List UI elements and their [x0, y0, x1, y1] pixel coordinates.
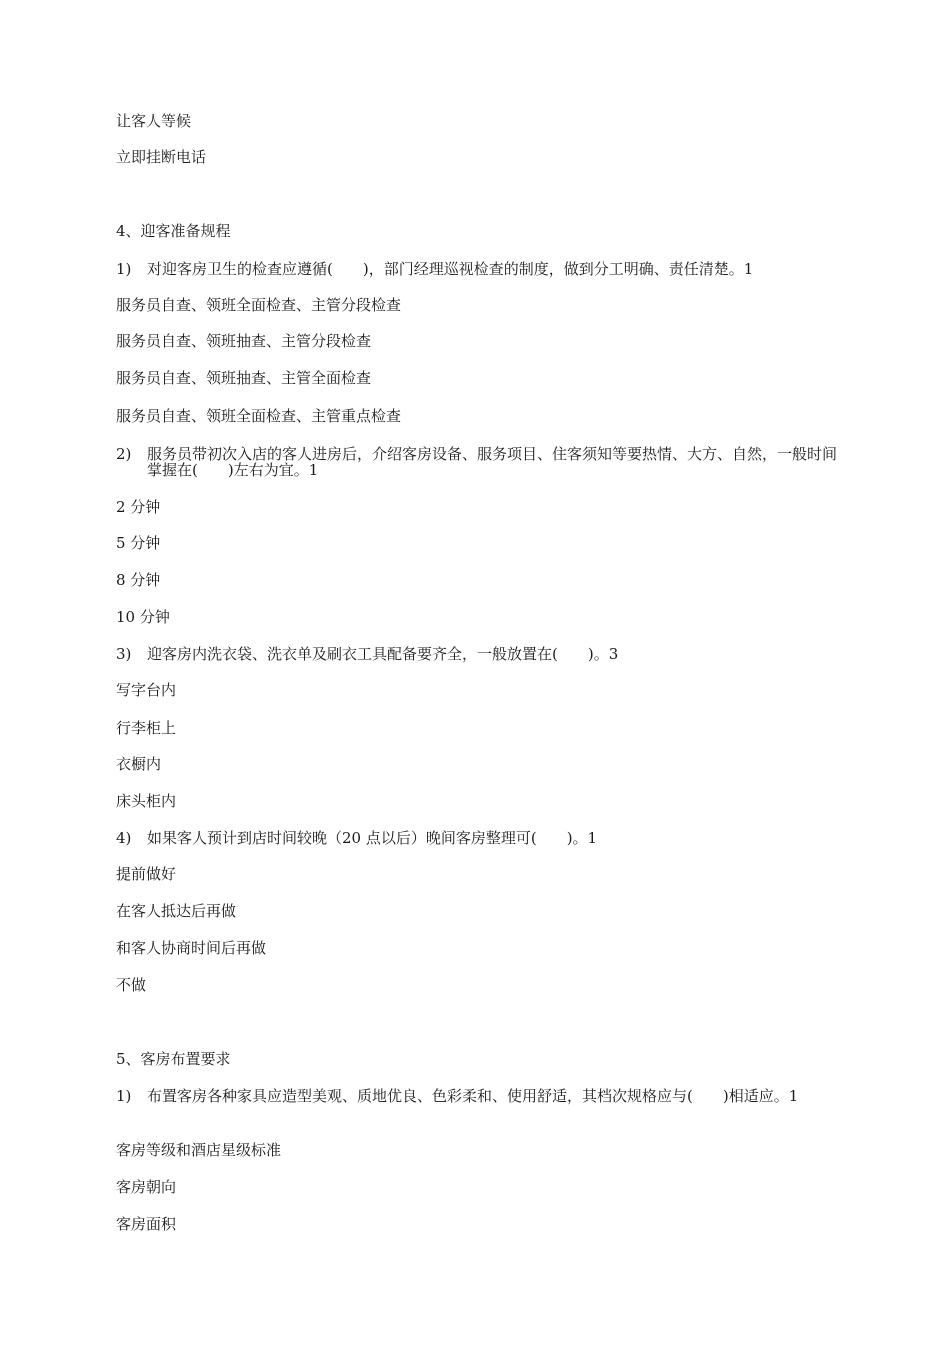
option-text: 提前做好	[116, 865, 177, 883]
question-item	[116, 261, 846, 277]
question-text: 如果客人预计到店时间较晚（20 点以后）晚间客房整理可( )。1	[147, 829, 598, 847]
section-heading: 4、迎客准备规程	[116, 222, 231, 240]
question-text: 服务员带初次入店的客人进房后，介绍客房设备、服务项目、住客须知等要热情、大方、自然，一般时间掌握在( )左右为宜。1	[147, 445, 838, 479]
section-heading: 5、客房布置要求	[116, 1050, 231, 1068]
question-number: 3)	[116, 645, 132, 663]
option-text: 床头柜内	[116, 792, 177, 810]
question-item	[116, 446, 846, 478]
option-text: 客房朝向	[116, 1178, 177, 1196]
option-text: 让客人等候	[116, 112, 192, 130]
option-text: 服务员自查、领班抽查、主管全面检查	[116, 369, 372, 387]
option-text: 不做	[116, 976, 147, 994]
question-item	[116, 646, 846, 662]
option-text: 客房面积	[116, 1215, 177, 1233]
question-text: 布置客房各种家具应造型美观、质地优良、色彩柔和、使用舒适，其档次规格应与( )相适应。1	[147, 1087, 799, 1105]
option-text: 10 分钟	[116, 608, 170, 626]
question-text: 对迎客房卫生的检查应遵循( )，部门经理巡视检查的制度，做到分工明确、责任清楚。1	[147, 260, 754, 278]
question-number: 2)	[116, 445, 132, 463]
option-text: 行李柜上	[116, 719, 177, 737]
question-item	[116, 830, 846, 846]
question-number: 1)	[116, 260, 132, 278]
option-text: 写字台内	[116, 681, 177, 699]
option-text: 服务员自查、领班全面检查、主管分段检查	[116, 296, 402, 314]
question-number: 4)	[116, 829, 132, 847]
question-item	[116, 1088, 846, 1104]
option-text: 服务员自查、领班抽查、主管分段检查	[116, 332, 372, 350]
question-number: 1)	[116, 1087, 132, 1105]
option-text: 2 分钟	[116, 498, 161, 516]
option-text: 客房等级和酒店星级标准	[116, 1141, 282, 1159]
option-text: 5 分钟	[116, 534, 161, 552]
option-text: 服务员自查、领班全面检查、主管重点检查	[116, 407, 402, 425]
option-text: 立即挂断电话	[116, 148, 207, 166]
option-text: 8 分钟	[116, 571, 161, 589]
question-text: 迎客房内洗衣袋、洗衣单及刷衣工具配备要齐全，一般放置在( )。3	[147, 645, 619, 663]
option-text: 在客人抵达后再做	[116, 902, 237, 920]
option-text: 和客人协商时间后再做	[116, 939, 267, 957]
option-text: 衣橱内	[116, 755, 162, 773]
